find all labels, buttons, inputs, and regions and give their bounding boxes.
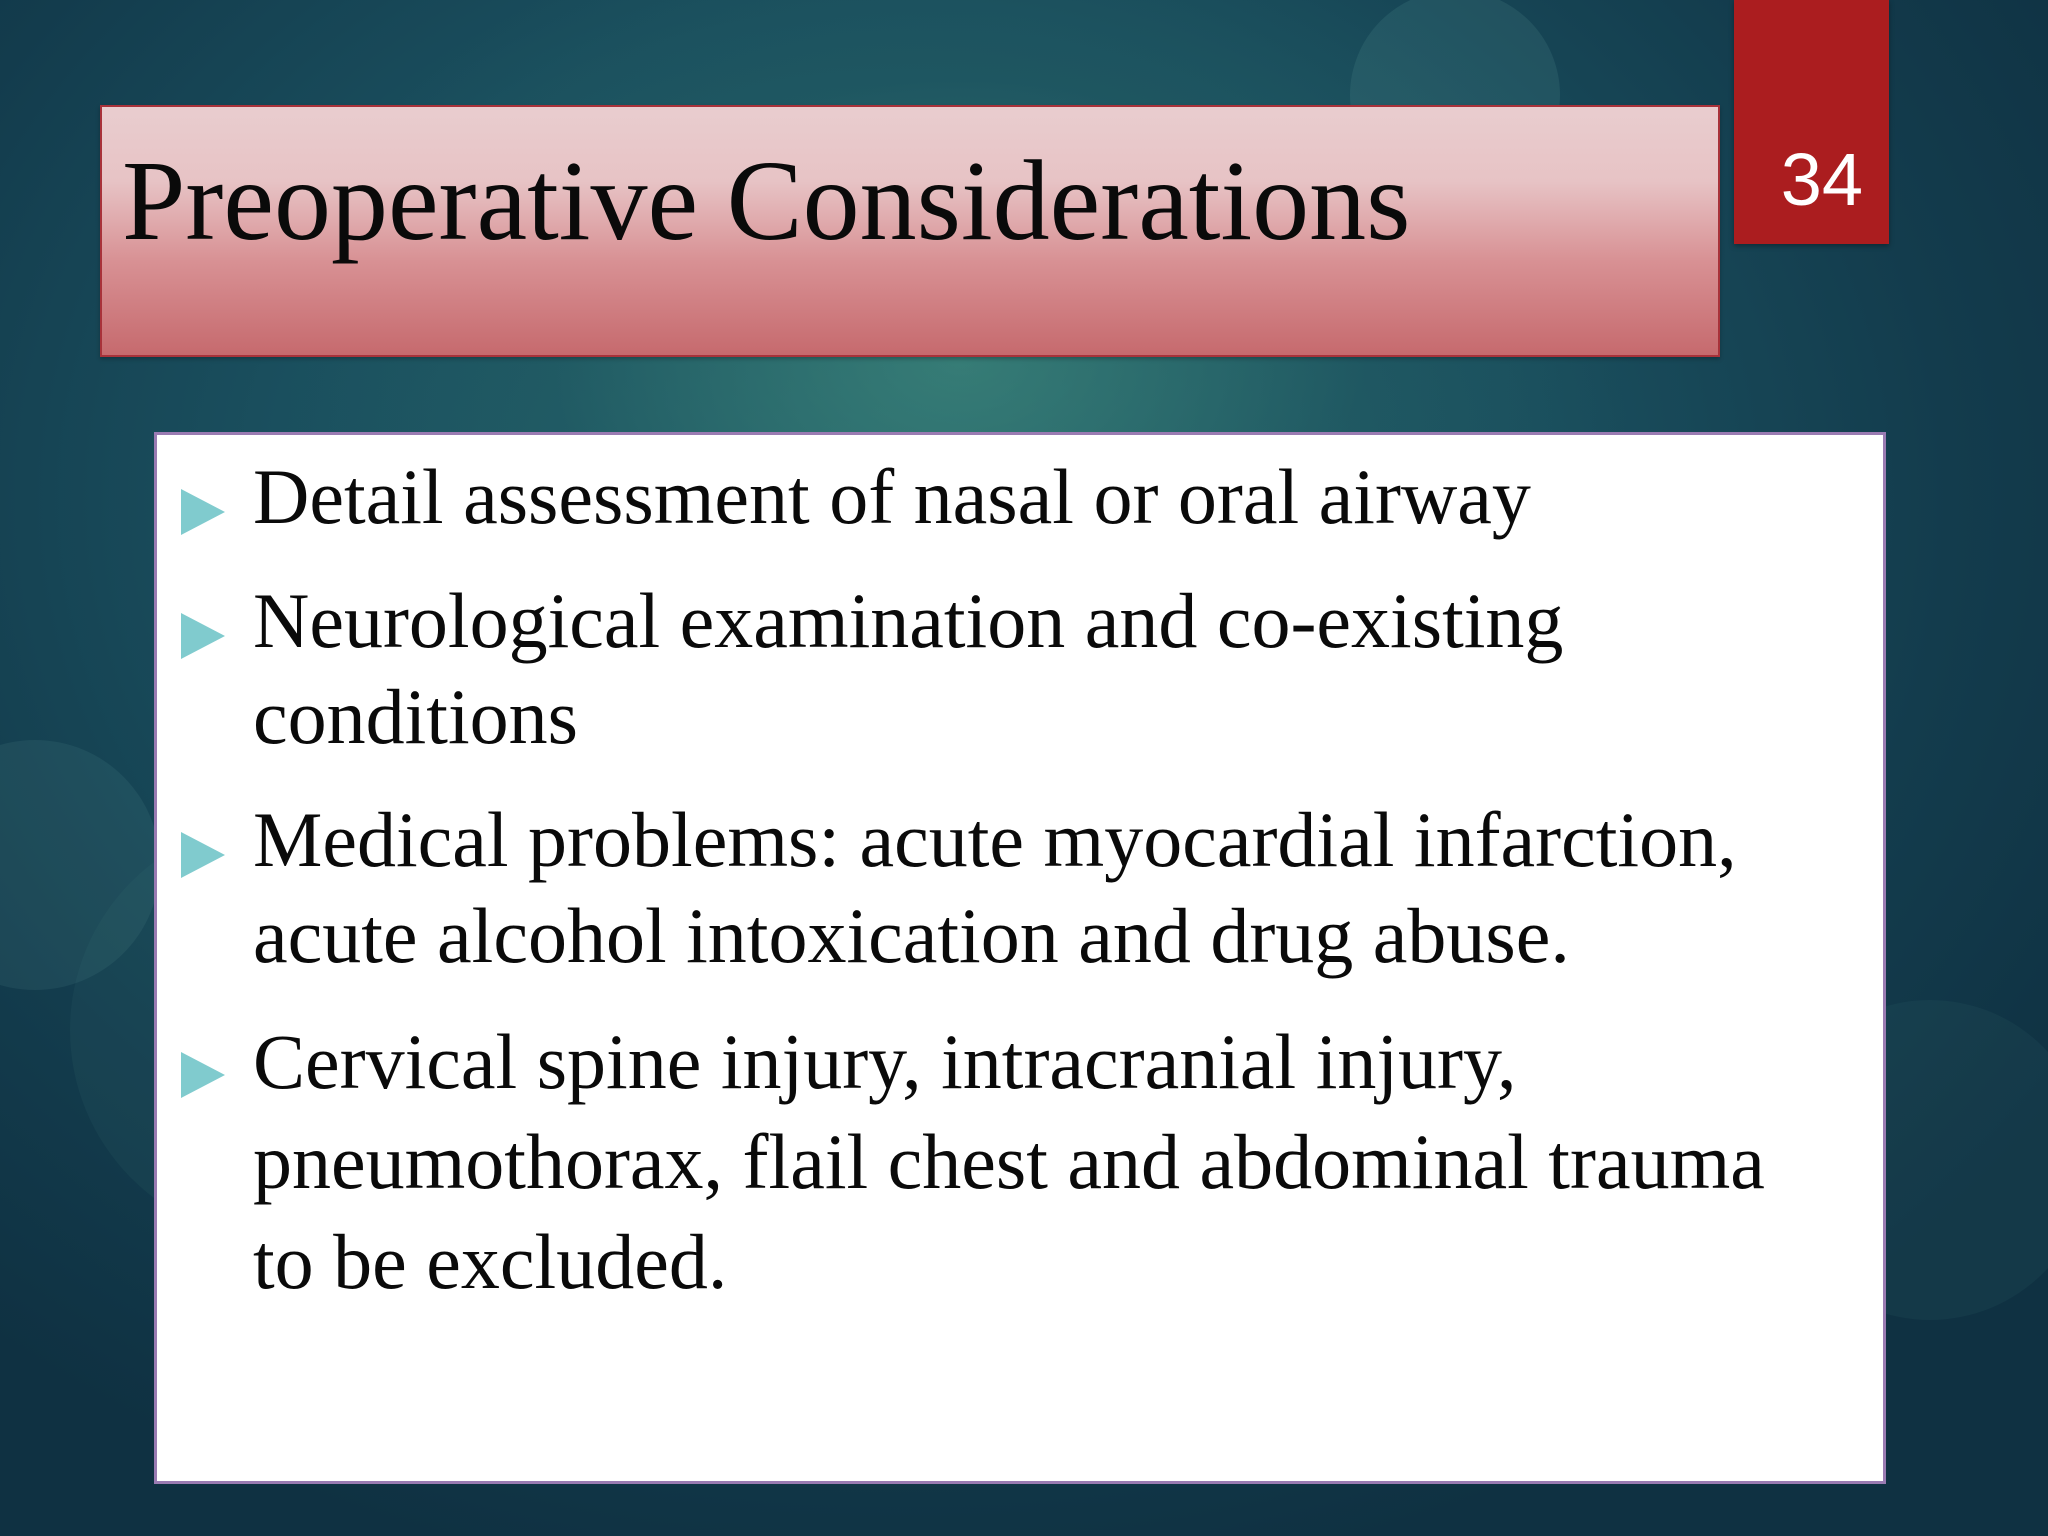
bullet-text: Cervical spine injury, intracranial injury, pneumothorax, flail chest and abdominal trauma to be excluded. (253, 1018, 1765, 1305)
bullet-text: Neurological examination and co-existing conditions (253, 577, 1564, 760)
bullet-text: Medical problems: acute myocardial infarction, acute alcohol intoxication and drug abuse. (253, 796, 1737, 979)
title-box (100, 105, 1720, 357)
page-number-tab (1734, 0, 1889, 244)
bullet-text: Detail assessment of nasal or oral airway (253, 453, 1531, 540)
slide-title: Preoperative Considerations (122, 137, 1411, 264)
triangle-right-icon (181, 832, 225, 878)
background-circle (0, 740, 160, 990)
triangle-right-icon (181, 1052, 225, 1098)
content-box (154, 432, 1886, 1484)
page-number: 34 (1780, 138, 1863, 221)
triangle-right-icon (181, 613, 225, 659)
triangle-right-icon (181, 489, 225, 535)
